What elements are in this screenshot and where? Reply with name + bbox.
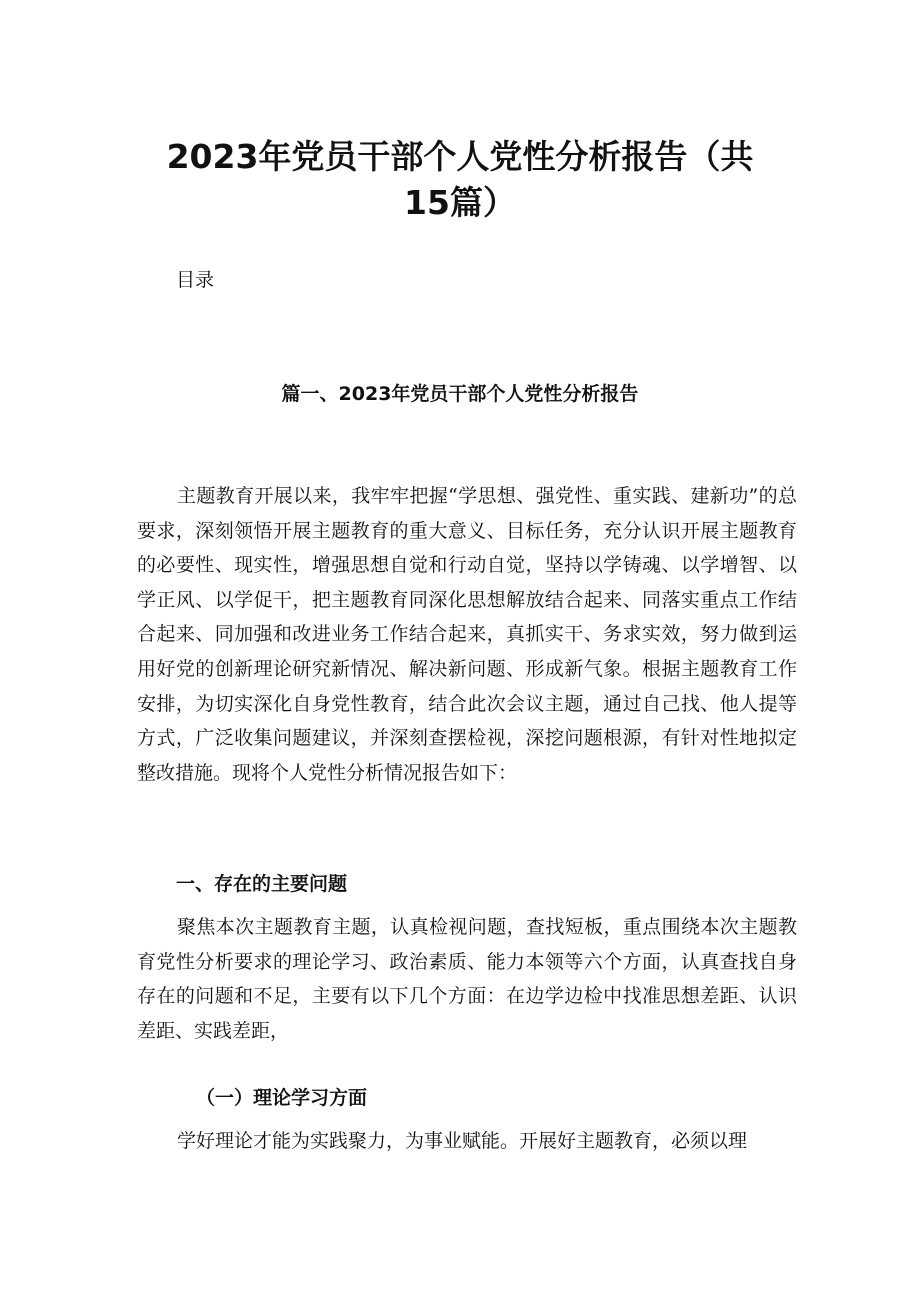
section-title: 篇一、2023年党员干部个人党性分析报告 — [281, 383, 639, 405]
subheading-theory-study: （一）理论学习方面 — [196, 1087, 368, 1109]
toc-label: 目录 — [176, 269, 215, 291]
document-title: 2023年党员干部个人党性分析报告（共15篇） — [166, 137, 754, 222]
heading-main-problems: 一、存在的主要问题 — [176, 873, 348, 895]
focus-paragraph: 聚焦本次主题教育主题，认真检视问题，查找短板，重点围绕本次主题教育党性分析要求的理论学习、政治素质、能力本领等六个方面，认真查找自身存在的问题和不足，主要有以下几个方面：在边学边检中找准思想差距、认识差距、实践差距， — [137, 916, 797, 1042]
theory-paragraph: 学好理论才能为实践聚力，为事业赋能。开展好主题教育，必须以理 — [177, 1130, 748, 1152]
intro-paragraph: 主题教育开展以来，我牢牢把握“学思想、强党性、重实践、建新功”的总要求，深刻领悟开展主题教育的重大意义、目标任务，充分认识开展主题教育的必要性、现实性，增强思想自觉和行动自觉，坚持以学铸魂、以学增智、以学正风、以学促干，把主题教育同深化思想解放结合起来、同落实重点工作结合起来、同加强和改进业务工作结合起来，真抓实干、务求实效，努力做到运用好党的创新理论研究新情况、解决新问题、形成新气象。根据主题教育工作安排，为切实深化自身党性教育，结合此次会议主题，通过自己找、他人提等方式，广泛收集问题建议，并深刻查摆检视，深挖问题根源，有针对性地拟定整改措施。现将个人党性分析情况报告如下： — [137, 485, 797, 784]
